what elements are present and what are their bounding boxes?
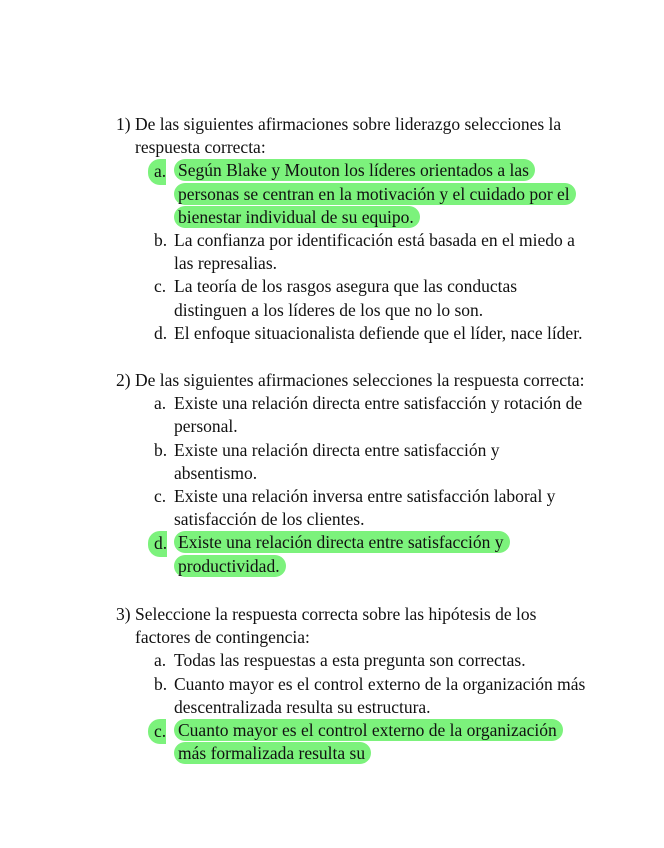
- option-text: Cuanto mayor es el control externo de la organización más descentralizada resulta su estructura.: [174, 673, 586, 717]
- option-3b[interactable]: [116, 673, 586, 719]
- options-list: [116, 159, 586, 345]
- question-2: [116, 369, 586, 578]
- option-2d[interactable]: [116, 531, 586, 577]
- option-letter: b.: [154, 230, 168, 251]
- option-2a[interactable]: [116, 392, 586, 438]
- option-1b[interactable]: [116, 229, 586, 275]
- question-text: De las siguientes afirmaciones selecciones la respuesta correcta:: [135, 370, 585, 390]
- question-number: 1): [116, 114, 131, 134]
- question-text: Seleccione la respuesta correcta sobre las hipótesis de los factores de contingencia:: [135, 604, 537, 648]
- options-list: [116, 649, 586, 765]
- option-text: Existe una relación directa entre satisfacción y absentismo.: [174, 439, 500, 483]
- option-text: Todas las respuestas a esta pregunta son correctas.: [174, 650, 526, 671]
- option-letter: a.: [154, 650, 167, 671]
- option-text: Existe una relación directa entre satisfacción y rotación de personal.: [174, 393, 583, 437]
- question-number: 3): [116, 604, 131, 624]
- option-1c[interactable]: [116, 275, 586, 321]
- option-letter: a.: [148, 159, 166, 184]
- option-letter: d.: [154, 322, 168, 343]
- option-2b[interactable]: [116, 439, 586, 485]
- option-letter: d.: [148, 531, 167, 556]
- option-letter: c.: [154, 276, 167, 297]
- option-2c[interactable]: [116, 485, 586, 531]
- option-letter: c.: [154, 486, 167, 507]
- question-number: 2): [116, 370, 131, 390]
- option-1a[interactable]: [116, 159, 586, 229]
- question-1: [116, 113, 586, 345]
- option-letter: c.: [148, 719, 166, 744]
- option-text: La teoría de los rasgos asegura que las conductas distinguen a los líderes de los que no lo son.: [174, 276, 518, 320]
- option-1d[interactable]: [116, 322, 586, 345]
- option-letter: b.: [154, 673, 168, 694]
- options-list: [116, 392, 586, 578]
- option-letter: b.: [154, 439, 168, 460]
- option-text-highlighted: Existe una relación directa entre satisfacción y productividad.: [174, 531, 510, 576]
- option-text-highlighted: Según Blake y Mouton los líderes orientados a las personas se centran en la motivación y el cuidado por el bienestar individual de su equipo.: [174, 159, 576, 227]
- option-text: El enfoque situacionalista defiende que el líder, nace líder.: [174, 322, 583, 343]
- option-3a[interactable]: [116, 649, 586, 672]
- option-letter: a.: [154, 393, 167, 414]
- option-3c[interactable]: [116, 719, 586, 765]
- question-text: De las siguientes afirmaciones sobre liderazgo selecciones la respuesta correcta:: [135, 114, 562, 158]
- option-text-highlighted: Cuanto mayor es el control externo de la organización más formalizada resulta su: [174, 719, 563, 764]
- option-text: La confianza por identificación está basada en el miedo a las represalias.: [174, 230, 575, 274]
- option-text: Existe una relación inversa entre satisfacción laboral y satisfacción de los clientes.: [174, 486, 556, 530]
- question-3: [116, 603, 586, 765]
